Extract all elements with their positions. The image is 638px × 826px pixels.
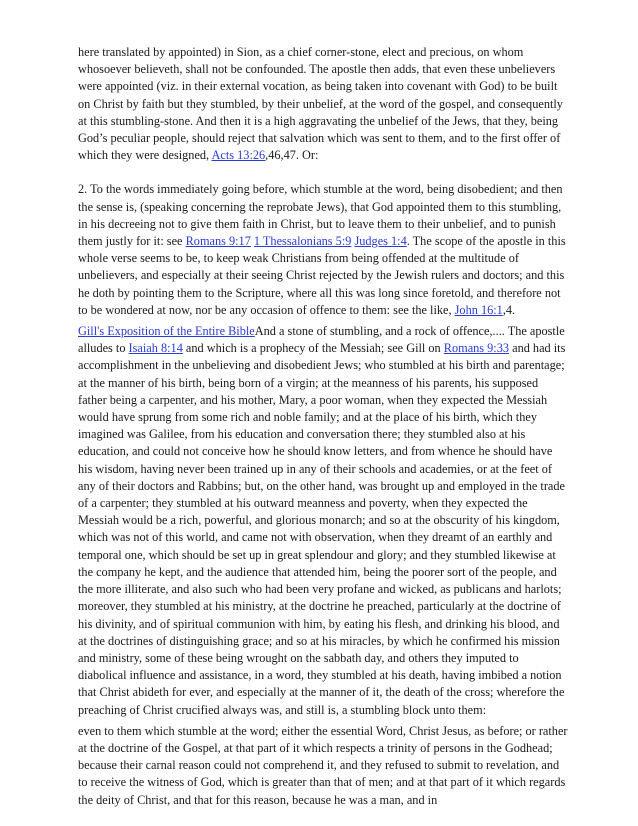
paragraph-4: [78, 723, 568, 809]
text-segment: ,4.: [502, 302, 516, 317]
commentary-source-link[interactable]: Gill's Exposition of the Entire Bible: [78, 324, 255, 339]
scripture-link-judges-1-4[interactable]: Judges 1:4: [354, 234, 407, 249]
text-segment: and which is a prophecy of the Messiah; see Gill on: [182, 341, 444, 356]
scripture-link-romans-9-33[interactable]: Romans 9:33: [443, 341, 510, 356]
scripture-link-1-thessalonians-5-9[interactable]: 1 Thessalonians 5:9: [253, 234, 352, 249]
paragraph-3: [78, 323, 568, 719]
text-segment: here translated by appointed) in Sion, as a chief corner-stone, elect and precious, on whom whosoever believeth, shall not be confounded. The apostle then adds, that even these unbelievers were appointed (viz. in their external vocation, as being taken into covenant with God) to be built on Christ by faith but they stumbled, by their unbelief, at the word of the gospel, and consequently at this stumbling-stone. And then it is a high aggravating the unbelief of the Jews, that they, being God’s peculiar people, should reject that salvation which was sent to them, and to the first offer of which they were designed,: [78, 45, 563, 163]
text-segment: and had its accomplishment in the unbelieving and disobedient Jews; who stumbled at his birth and parentage; at the manner of his birth, being born of a virgin; at the meanness of his parents, his supposed father being a carpenter, and his mother, Mary, a poor woman, when they expected the Messiah would have sprung from some rich and noble family; and at the place of his birth, which they imagined was Galilee, from his education and conversation there; they stumbled also at his education, and could not conceive how he should know letters, and from whence he should have his wisdom, having never been trained up in any of their schools and academies, or at the feet of any of their doctors and Rabbins; but, on the other hand, was brought up and employed in the trade of a carpenter; they stumbled at his outward meanness and poverty, when they expected the Messiah would be a rich, powerful, and glorious monarch; and so at the obscurity of his kingdom, which was not of this world, and came not with observation, when they dreamt of an earthly and temporal one, which should be set up in great splendour and glory; and they stumbled likewise at the company he kept, and the audience that attended him, being the poorer sort of the people, and the more illiterate, and also such who had been very profane and wicked, as publicans and harlots; moreover, they stumbled at his ministry, at the doctrine he preached, particularly at the doctrine of his divinity, and of spiritual communion with him, by eating his flesh, and drinking his blood, and at the doctrines of distinguishing grace; and so at his miracles, by which he confirmed his mission and ministry, some of these being wrought on the sabbath day, and others they imputed to diabolical influence and assistance, in a word, they stumbled at his death, having imbibed a notion that Christ abideth for ever, and especially at the manner of it, the death of the cross; wherefore the preaching of Christ crucified always was, and still is, a stumbling block unto them:: [78, 341, 566, 717]
text-segment: 2. To the words immediately going before, which stumble at the word, being disobedient; and then the sense is, (speaking concerning the reprobate Jews), that God appointed them to this stumbling, in his decreeing not to give them faith in Christ, but to leave them to their unbelief, and to punish them justly for it: see: [78, 182, 563, 249]
text-segment: And a stone of stumbling, and a rock of offence,.... The apostle alludes to: [78, 324, 565, 356]
paragraph-1: [78, 44, 568, 164]
scripture-link-romans-9-17[interactable]: Romans 9:17: [185, 234, 251, 249]
text-segment: ,46,47. Or:: [265, 148, 319, 163]
scripture-link-acts-13-26[interactable]: Acts 13:26: [211, 148, 266, 163]
text-segment: . The scope of the apostle in this whole verse seems to be, to keep weak Christians from being offended at the multitude of unbelievers, and especially at their seeing Christ rejected by the Jewish rulers and doctors; and this he doth by pointing them to the Scripture, where all this was long since foretold, and therefore not to be wondered at now, nor be any occasion of offence to them: see the like,: [78, 234, 566, 317]
scripture-link-john-16-1[interactable]: John 16:1: [454, 302, 503, 317]
paragraph-2: [78, 181, 568, 319]
paragraph-spacer: [78, 164, 568, 181]
scripture-link-isaiah-8-14[interactable]: Isaiah 8:14: [128, 341, 183, 356]
text-segment: even to them which stumble at the word; either the essential Word, Christ Jesus, as before; or rather at the doctrine of the Gospel, at that part of it which respects a trinity of persons in the Godhead; because their carnal reason could not comprehend it, and they refused to submit to revelation, and to receive the witness of God, which is greater than that of men; and at that part of it which regards the deity of Christ, and that for this reason, because he was a man, and in: [78, 723, 568, 807]
